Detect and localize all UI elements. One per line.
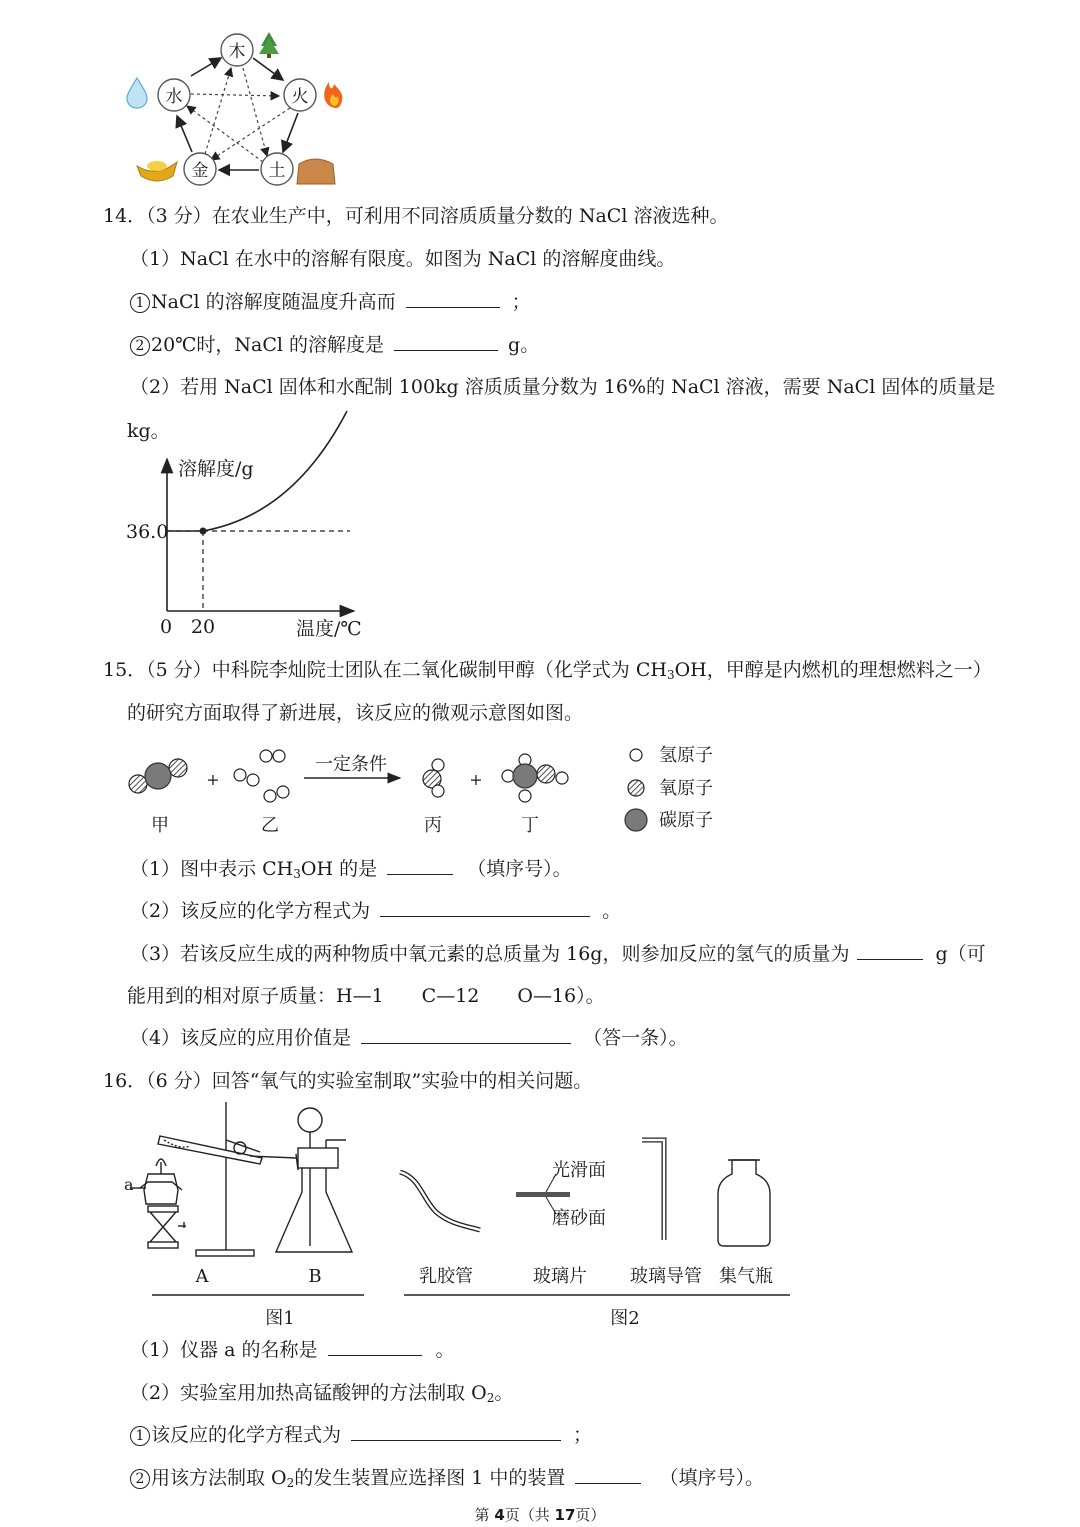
plus-sign-2: + (469, 770, 483, 789)
data-point-20 (200, 528, 207, 535)
answer-blank-q16-2a[interactable] (351, 1422, 561, 1441)
molecule-ding (502, 754, 568, 802)
molecule-yi (234, 750, 289, 802)
label-jia: 甲 (151, 815, 169, 836)
element-fire-node (284, 79, 316, 111)
q16-part1: （1）仪器 a 的名称是 。 (130, 1339, 455, 1361)
apparatus-A (130, 1102, 298, 1256)
answer-blank-q14-1a[interactable] (406, 289, 500, 308)
circled-number-1: 1 (130, 293, 150, 313)
legend-hydrogen: 氢原子 (659, 745, 713, 766)
q15-stem: 15．（5 分）中科院李灿院士团队在二氧化碳制甲醇（化学式为 $CH_3OH$，甲醇是内燃机的理想燃料之一） (103, 659, 992, 682)
legend-oxygen-symbol (628, 780, 644, 796)
svg-text:木: 木 (228, 42, 246, 62)
gold-ingot-icon (137, 161, 177, 181)
circled-number-2b: 2 (130, 1469, 150, 1489)
svg-text:水: 水 (165, 87, 183, 107)
q14-part1a: 1 NaCl 的溶解度随温度升高而 ； (130, 289, 531, 315)
q14-part1b: 2 20℃时，NaCl 的溶解度是 g。 (130, 332, 539, 358)
q15-part4: （4）该反应的应用价值是 （答一条）。 (130, 1027, 688, 1049)
tree-icon (259, 32, 279, 58)
item-latex-tube: 乳胶管 (419, 1266, 473, 1287)
x-tick-20: 20 (190, 616, 216, 638)
label-a: a (124, 1175, 134, 1194)
legend (625, 745, 713, 831)
label-B: B (308, 1266, 322, 1287)
item-glass-tube: 玻璃导管 (630, 1266, 702, 1287)
svg-text:土: 土 (268, 161, 286, 181)
q14-part2: （2）若用 NaCl 固体和水配制 100kg 溶质质量分数为 16%的 NaCl 溶液，需要 NaCl 固体的质量是 (130, 376, 996, 398)
q15-part2: （2）该反应的化学方程式为 。 (130, 900, 622, 922)
label-bing: 丙 (424, 815, 442, 836)
q14-part1: （1）NaCl 在水中的溶解有限度。如图为 NaCl 的溶解度曲线。 (130, 248, 676, 270)
q15-part1: （1）图中表示 $CH_3OH$ 的是 （填序号）。 (130, 858, 572, 881)
five-elements-diagram (125, 28, 355, 190)
circled-number-1b: 1 (130, 1426, 150, 1446)
gas-jar-drawing (718, 1160, 770, 1246)
current-page-number: 4 (494, 1506, 505, 1524)
answer-blank-q16-2b[interactable] (575, 1465, 641, 1484)
origin-label: 0 (160, 616, 173, 638)
element-metal-node (184, 153, 216, 185)
element-wood-node (221, 34, 253, 66)
legend-carbon: 碳原子 (659, 810, 713, 831)
legend-oxygen: 氧原子 (659, 778, 713, 799)
label-smooth-face: 光滑面 (552, 1160, 606, 1181)
fig1-caption: 图1 (265, 1308, 295, 1329)
fire-icon (324, 82, 342, 108)
element-earth-node (261, 153, 293, 185)
nacl-solubility-chart (120, 455, 370, 645)
y-axis-label: 溶解度/g (178, 458, 254, 480)
q14-part2-end: kg。 (127, 420, 170, 442)
label-frosted-face: 磨砂面 (552, 1208, 606, 1229)
svg-text:金: 金 (191, 161, 209, 181)
glass-tube-drawing (642, 1140, 664, 1240)
reaction-condition: 一定条件 (315, 754, 387, 775)
q14-stem: 14．（3 分）在农业生产中，可利用不同溶质质量分数的 NaCl 溶液选种。 (103, 205, 729, 227)
page-footer: 第 4页（共 17页） (474, 1506, 606, 1524)
legend-hydrogen-symbol (630, 749, 642, 761)
item-gas-jar: 集气瓶 (719, 1266, 773, 1287)
label-A: A (195, 1266, 209, 1287)
svg-text:火: 火 (291, 87, 309, 107)
water-drop-icon (127, 78, 147, 108)
apparatus-B (276, 1108, 352, 1252)
answer-blank-q15-2[interactable] (380, 898, 590, 917)
answer-blank-q15-3[interactable] (857, 941, 923, 960)
fig2-caption: 图2 (610, 1308, 640, 1329)
answer-blank-q15-4[interactable] (361, 1025, 571, 1044)
q15-part3-line2: 能用到的相对原子质量：H—1 C—12 O—16）。 (127, 985, 605, 1007)
soil-icon (297, 159, 335, 184)
reaction-micro-diagram (120, 738, 740, 843)
answer-blank-q14-1b[interactable] (394, 332, 498, 351)
legend-carbon-symbol (625, 809, 647, 831)
q16-part2b: 2 用该方法制取 $O_2$的发生装置应选择图 1 中的装置 （填序号）。 (130, 1465, 764, 1491)
total-pages: 17 (554, 1506, 576, 1524)
glass-slide-drawing (516, 1192, 570, 1197)
q16-part2a: 1 该反应的化学方程式为 ； (130, 1422, 592, 1448)
q16-stem: 16．（6 分）回答“氧气的实验室制取”实验中的相关问题。 (103, 1070, 593, 1092)
x-axis-label: 温度/℃ (296, 618, 362, 640)
answer-blank-q16-1[interactable] (328, 1337, 422, 1356)
element-water-node (158, 79, 190, 111)
plus-sign: + (206, 770, 220, 789)
q16-part2: （2）实验室用加热高锰酸钾的方法制取 $O_2$。 (130, 1382, 514, 1405)
molecule-jia (129, 759, 187, 793)
answer-blank-q15-1[interactable] (387, 856, 453, 875)
q15-part3: （3）若该反应生成的两种物质中氧元素的总质量为 16g，则参加反应的氢气的质量为 g（可 (130, 943, 986, 965)
y-tick-36: 36.0 (126, 521, 169, 543)
item-glass-slide: 玻璃片 (533, 1266, 587, 1287)
label-ding: 丁 (521, 815, 539, 836)
latex-tube-drawing (400, 1172, 480, 1230)
q15-stem-line2: 的研究方面取得了新进展，该反应的微观示意图如图。 (127, 702, 584, 724)
lab-apparatus-figure (120, 1100, 800, 1335)
circled-number-2: 2 (130, 336, 150, 356)
label-yi: 乙 (261, 815, 279, 836)
molecule-bing (423, 759, 444, 797)
